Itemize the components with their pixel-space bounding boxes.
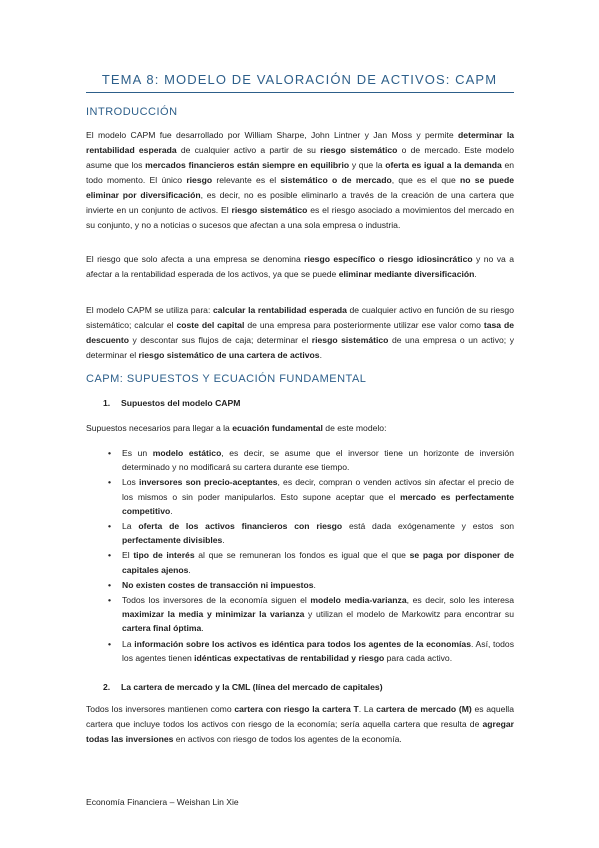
bold-term: oferta de los activos financieros con riesgo [138, 521, 343, 532]
bold-term: riesgo específico o riesgo idiosincrático [304, 254, 473, 264]
bold-term: cartera de mercado (M) [376, 704, 472, 714]
section-1-title: Supuestos del modelo CAPM [121, 398, 241, 408]
bold-term: riesgo [186, 175, 213, 185]
bullet-icon: • [108, 477, 112, 488]
bold-term: perfectamente divisibles [122, 535, 223, 546]
bullet-icon: • [108, 550, 112, 561]
bold-term: determinar la rentabilidad esperada [86, 130, 514, 155]
bullet-icon: • [108, 448, 112, 458]
bold-term: riesgo sistemático [231, 205, 308, 215]
title-underline [86, 92, 514, 93]
bold-term: se paga por disponer de capitales ajenos [122, 550, 515, 575]
list-item [108, 475, 514, 518]
bold-term: idénticas expectativas de rentabilidad y riesgo [194, 652, 385, 663]
section-1-heading [103, 398, 240, 408]
intro-paragraph-2: El riesgo que solo afecta a una empresa se denomina riesgo específico o riesgo idiosincrático y no va a afectar a la rentabilidad esperada de los activos, ya que se puede eliminar mediante diversificación. [86, 254, 515, 279]
bold-term: calcular la rentabilidad esperada [212, 305, 347, 315]
bold-term: riesgo sistemático [311, 335, 389, 345]
bold-term: cartera con riesgo la cartera T [234, 704, 359, 714]
bold-term: riesgo sistemático de una cartera de activos [138, 350, 320, 360]
page-footer: Economía Financiera – Weishan Lin Xie [86, 797, 239, 807]
bold-term: tasa de descuento [86, 320, 514, 345]
list-item [108, 593, 514, 636]
capm-heading: CAPM: SUPUESTOS Y ECUACIÓN FUNDAMENTAL [86, 373, 367, 385]
list-item [108, 578, 514, 592]
bold-term: mercado es perfectamente competitivo [122, 491, 514, 516]
intro-heading: INTRODUCCIÓN [86, 106, 178, 118]
assumptions-list [108, 446, 515, 666]
list-item [108, 519, 514, 547]
bold-term: sistemático o de mercado [280, 175, 392, 185]
bullet-icon: • [108, 595, 112, 606]
list-item-text: El tipo de interés al que se remuneran los fondos es igual que el que se paga por disponer de capitales ajenos. [122, 550, 515, 575]
list-item-text: Los inversores son precio-aceptantes, es decir, compran o venden activos sin afectar el precio de los mismos o sin poder manipularlos. Esto supone aceptar que el mercado es perfectamente competitivo. [122, 477, 514, 516]
bold-term: información sobre los activos es idéntica para todos los agentes de la economías [134, 638, 471, 649]
bullet-icon: • [108, 521, 112, 532]
list-item-text: Todos los inversores de la economía siguen el modelo media-varianza, es decir, solo les interesa maximizar la media y minimizar la varianza y utilizan el modelo de Markowitz para encontrar su cartera final óptima. [122, 595, 514, 634]
bold-term: coste del capital [176, 320, 245, 330]
bullet-icon: • [108, 579, 112, 590]
section-2-paragraph: Todos los inversores mantienen como cartera con riesgo la cartera T. La cartera de mercado (M) es aquella cartera que incluye todos los activos con riesgo de la economía; sería aquella cartera que resulta de agregar todas las inversiones en activos con riesgo de todos los agentes de la economía. [86, 704, 514, 744]
list-item-text: Es un modelo estático, es decir, se asume que el inversor tiene un horizonte de inversión determinado y no modificará su cartera durante ese tiempo. [122, 448, 514, 473]
section-2-heading [103, 682, 383, 692]
list-item-text: La información sobre los activos es idéntica para todos los agentes de la economías. Así, todos los agentes tienen idénticas expectativas de rentabilidad y riesgo para cada activo. [122, 638, 515, 663]
bold-term: ecuación fundamental [232, 423, 323, 433]
bold-term: no se puede eliminar por diversificación [86, 175, 514, 200]
list-item-text: No existen costes de transacción ni impuestos. [122, 579, 316, 590]
bold-term: inversores son precio-aceptantes [138, 477, 278, 488]
bold-term: modelo media-varianza [310, 595, 407, 606]
bold-term: tipo de interés [133, 550, 195, 561]
section-1-number: 1. [103, 398, 111, 408]
intro-paragraph-1: El modelo CAPM fue desarrollado por William Sharpe, John Lintner y Jan Moss y permite determinar la rentabilidad esperada de cualquier activo a partir de su riesgo sistemático o de mercado. Este modelo asume que los mercados financieros están siempre en equilibrio y que la oferta es igual a la demanda en todo momento. El único riesgo relevante es el sistemático o de mercado, que es el que no se puede eliminar por diversificación, es decir, no es posible eliminarlo a través de la creación de una cartera que invierte en un conjunto de activos. El riesgo sistemático es el riesgo asociado a movimientos del mercado en su conjunto, y no a noticias o sucesos que afectan a una sola empresa o industria. [86, 130, 515, 230]
bold-term: No existen costes de transacción ni impuestos [122, 579, 314, 590]
list-item [108, 637, 515, 665]
list-item [108, 548, 515, 576]
bullet-icon: • [108, 638, 112, 649]
bold-term: riesgo sistemático [320, 145, 398, 155]
bold-term: oferta es igual a la demanda [385, 160, 502, 170]
section-2-title: La cartera de mercado y la CML (línea del mercado de capitales) [121, 682, 383, 692]
list-item-text: La oferta de los activos financieros con riesgo está dada exógenamente y estos son perfectamente divisibles. [122, 521, 514, 546]
bold-term: cartera final óptima [122, 623, 202, 634]
page-title: TEMA 8: MODELO DE VALORACIÓN DE ACTIVOS: CAPM [101, 72, 498, 87]
bold-term: eliminar mediante diversificación [338, 269, 475, 279]
bold-term: maximizar la media y minimizar la varianza [122, 609, 305, 620]
section-1-intro: Supuestos necesarios para llegar a la ecuación fundamental de este modelo: [86, 423, 387, 433]
intro-paragraph-3: El modelo CAPM se utiliza para: calcular la rentabilidad esperada de cualquier activo en función de su riesgo sistemático; calcular el coste del capital de una empresa para posteriormente utilizar ese valor como tasa de descuento y descontar sus flujos de caja; determinar el riesgo sistemático de una empresa o un activo; y determinar el riesgo sistemático de una cartera de activos. [86, 305, 515, 360]
bold-term: mercados financieros están siempre en equilibrio [145, 160, 350, 170]
section-2-number: 2. [103, 682, 111, 692]
bold-term: agregar todas las inversiones [86, 719, 514, 744]
bold-term: modelo estático [152, 448, 222, 458]
list-item [108, 446, 514, 474]
